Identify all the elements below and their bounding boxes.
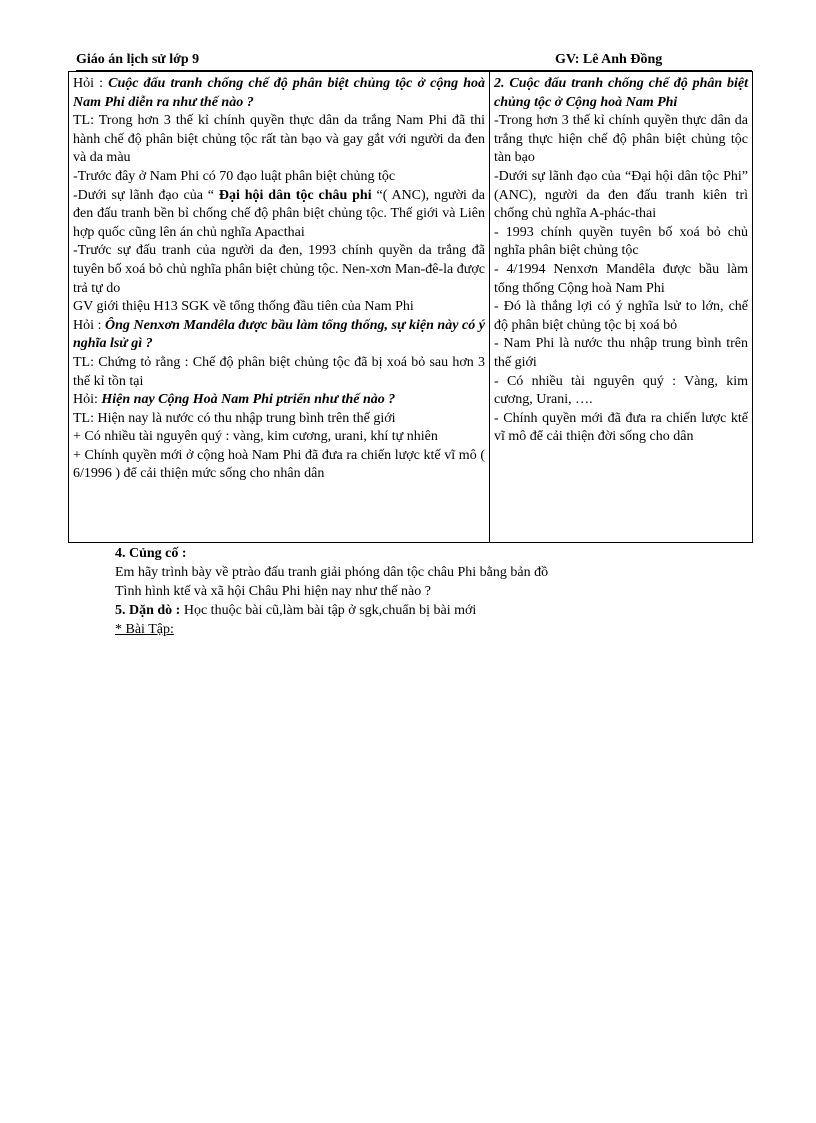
question-3: Hỏi: Hiện nay Cộng Hoà Nam Phi ptriển như thế nào ? <box>73 392 396 408</box>
question-1: Hỏi : Cuộc đấu tranh chống chế độ phân biệt chủng tộc ở cộng hoà Nam Phi diễn ra như thế nào ? <box>73 76 485 110</box>
answer-1-d: -Trước sự đấu tranh của người da đen, 1993 chính quyền da trắng đã tuyên bố xoá bỏ chủ nghĩa phân biệt chủng tộc. Nen-xơn Man-đê-la được trả tự do <box>73 243 485 296</box>
activity-column <box>69 72 490 543</box>
lesson-footer <box>115 544 715 639</box>
content-item: - 4/1994 Nenxơn Mandêla được bầu làm tổng thống Cộng hoà Nam Phi <box>494 261 748 296</box>
header-teacher: GV: Lê Anh Đồng <box>555 52 663 67</box>
homework-instructions: 5. Dặn dò : Học thuộc bài cũ,làm bài tập ở sgk,chuẩn bị bài mới <box>115 603 477 618</box>
lesson-table <box>68 71 753 543</box>
answer-3: TL: Hiện nay là nước có thu nhập trung bình trên thế giới <box>73 410 396 426</box>
answer-3-c: + Chính quyền mới ở cộng hoà Nam Phi đã đưa ra chiến lược ktế vĩ mô ( 6/1996 ) để cải thiện mức sống cho nhân dân <box>73 447 485 482</box>
teacher-note: GV giới thiệu H13 SGK về tổng thống đầu tiên của Nam Phi <box>73 299 414 315</box>
content-column <box>490 72 753 543</box>
header-subject: Giáo án lịch sử lớp 9 <box>76 52 200 67</box>
consolidation-line-2: Tình hình ktế và xã hội Châu Phi hiện nay như thế nào ? <box>115 584 431 599</box>
answer-1-b: -Trước đây ở Nam Phi có 70 đạo luật phân biệt chủng tộc <box>73 168 396 184</box>
exercise-heading: * Bài Tập: <box>115 622 174 637</box>
answer-2: TL: Chứng tỏ rằng : Chế độ phân biệt chủng tộc đã bị xoá bỏ sau hơn 3 thế kỉ tồn tại <box>73 354 485 389</box>
content-item: -Trong hơn 3 thế kỉ chính quyền thực dân da trắng thực hiện chế độ phân biệt chủng tộc tàn bạo <box>494 113 748 166</box>
answer-1: TL: Trong hơn 3 thế kỉ chính quyền thực dân da trắng Nam Phi đã thi hành chế độ phân biệt chủng tộc rất tàn bạo và gay gắt với người da đen và da màu <box>73 113 485 166</box>
page-header <box>76 52 752 71</box>
content-item: - Đó là thắng lợi có ý nghĩa lsử to lớn, chế độ phân biệt chủng tộc bị xoá bỏ <box>494 299 748 333</box>
section-title: 2. Cuộc đấu tranh chống chế độ phân biệt chủng tộc ở Cộng hoà Nam Phi <box>494 76 748 110</box>
consolidation-title: 4. Củng cố : <box>115 546 187 561</box>
content-item: - 1993 chính quyền tuyên bố xoá bỏ chủ nghĩa phân biệt chủng tộc <box>494 224 748 259</box>
content-item: - Chính quyền mới đã đưa ra chiến lược ktế vĩ mô để cải thiện đời sống cho dân <box>494 410 748 445</box>
content-item: - Nam Phi là nước thu nhập trung bình trên thế giới <box>494 336 748 370</box>
question-2: Hỏi : Ông Nenxơn Mandêla được bầu làm tổng thống, sự kiện này có ý nghĩa lsử gì ? <box>73 317 485 352</box>
answer-1-c: -Dưới sự lãnh đạo của “ Đại hội dân tộc châu phi “( ANC), người da đen đấu tranh bền bỉ chống chế độ phân biệt chủng tộc. Thế giới và Liên hợp quốc cũng lên án chủ nghĩa Apacthai <box>73 187 486 240</box>
consolidation-line-1: Em hãy trình bày về ptrào đấu tranh giải phóng dân tộc châu Phi bằng bản đồ <box>115 565 549 580</box>
content-item: -Dưới sự lãnh đạo của “Đại hội dân tộc Phi” (ANC), người da đen đấu tranh kiên trì chống chủ nghĩa A-phác-thai <box>494 168 748 222</box>
content-item: - Có nhiều tài nguyên quý : Vàng, kim cương, Urani, …. <box>494 373 748 408</box>
answer-3-b: + Có nhiều tài nguyên quý : vàng, kim cương, urani, khí tự nhiên <box>73 429 438 445</box>
